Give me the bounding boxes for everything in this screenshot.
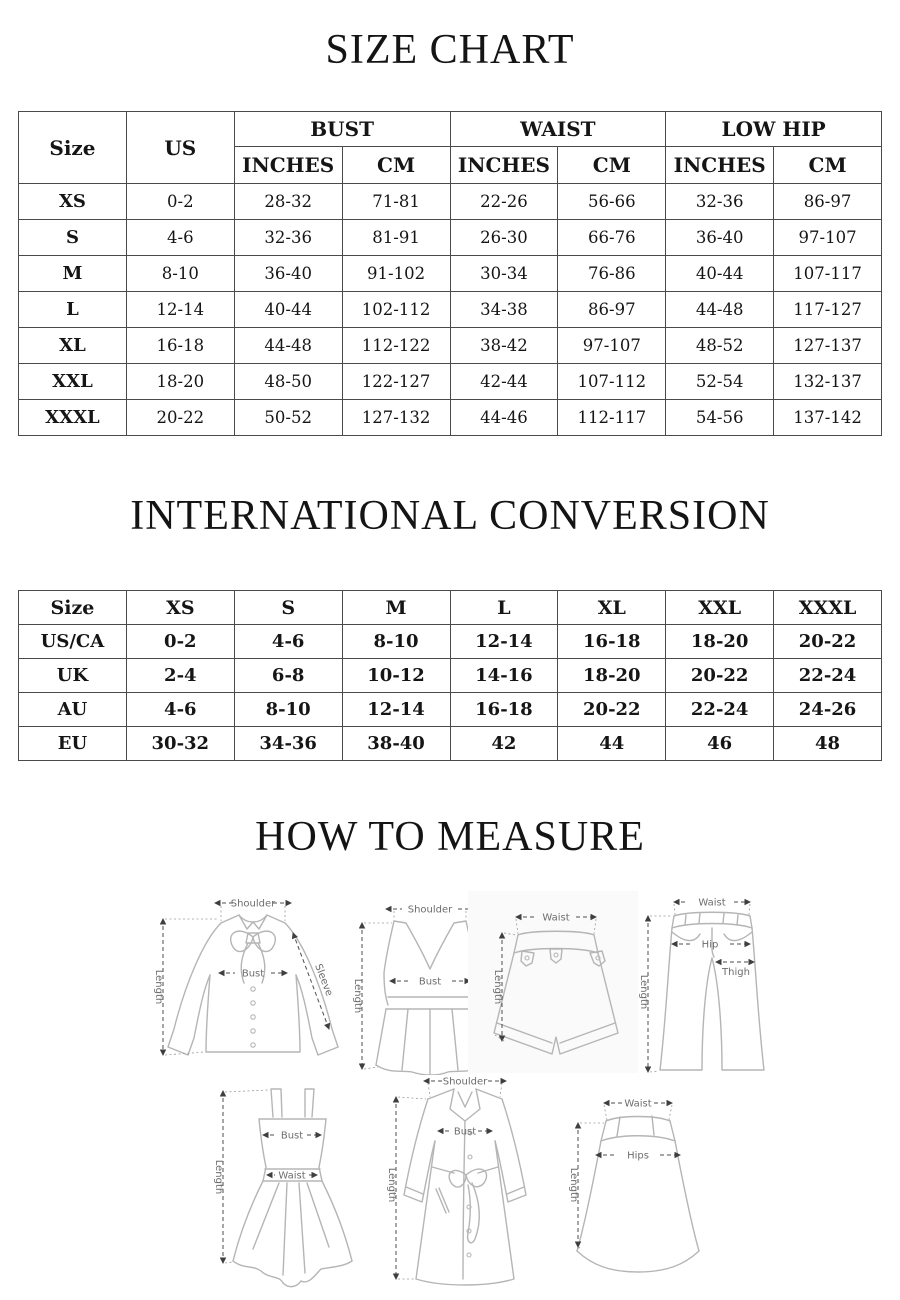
cell-us: 8-10 <box>126 256 234 292</box>
shorts-length-label: Length <box>492 969 503 1005</box>
dress-length-arrow <box>213 1090 269 1263</box>
cell-region: EU <box>19 727 127 761</box>
tank-bust-arrow <box>390 977 470 988</box>
table-row-s <box>19 220 882 256</box>
cell-size: XS <box>19 184 127 220</box>
coat-diagram <box>372 1067 554 1295</box>
cell-waist-cm: 66-76 <box>558 220 666 256</box>
table-row-uk <box>19 659 882 693</box>
cell: 16-18 <box>558 625 666 659</box>
blouse-bust-arrow <box>219 969 287 980</box>
table-row-au <box>19 693 882 727</box>
cell-size: M <box>19 256 127 292</box>
cell-bust-in: 32-36 <box>234 220 342 256</box>
cell-hip-in: 32-36 <box>666 184 774 220</box>
conv-header-m: M <box>342 591 450 625</box>
cell-waist-cm: 56-66 <box>558 184 666 220</box>
cell-bust-in: 28-32 <box>234 184 342 220</box>
skirt-hips-label: Hips <box>627 1150 649 1162</box>
cell: 10-12 <box>342 659 450 693</box>
subheader-bust-inches: INCHES <box>234 147 342 184</box>
cell-bust-in: 44-48 <box>234 328 342 364</box>
blouse-length-label: Length <box>153 969 164 1005</box>
cell-waist-in: 44-46 <box>450 400 558 436</box>
cell-us: 20-22 <box>126 400 234 436</box>
conv-header-l: L <box>450 591 558 625</box>
cell-region: US/CA <box>19 625 127 659</box>
tank-bust-label: Bust <box>418 976 442 988</box>
cell-waist-cm: 112-117 <box>558 400 666 436</box>
coat-bust-label: Bust <box>453 1126 477 1138</box>
cell: 48 <box>774 727 882 761</box>
subheader-hip-cm: CM <box>774 147 882 184</box>
table-row-xl <box>19 328 882 364</box>
pants-waist-label: Waist <box>698 897 726 909</box>
cell: 20-22 <box>558 693 666 727</box>
cell-hip-cm: 137-142 <box>774 400 882 436</box>
subheader-waist-cm: CM <box>558 147 666 184</box>
cell: 38-40 <box>342 727 450 761</box>
cell: 16-18 <box>450 693 558 727</box>
cell-waist-cm: 107-112 <box>558 364 666 400</box>
cell-us: 0-2 <box>126 184 234 220</box>
conv-header-s: S <box>234 591 342 625</box>
cell-bust-cm: 112-122 <box>342 328 450 364</box>
cell-waist-in: 42-44 <box>450 364 558 400</box>
blouse-bust-label: Bust <box>241 968 265 980</box>
cell-bust-in: 40-44 <box>234 292 342 328</box>
skirt-length-label: Length <box>568 1167 579 1203</box>
pants-hip-arrow <box>672 940 750 951</box>
cell: 22-24 <box>774 659 882 693</box>
table-row-xs <box>19 184 882 220</box>
cell-bust-cm: 81-91 <box>342 220 450 256</box>
cell-hip-cm: 107-117 <box>774 256 882 292</box>
cell: 0-2 <box>126 625 234 659</box>
cell: 4-6 <box>234 625 342 659</box>
cell-waist-cm: 97-107 <box>558 328 666 364</box>
cell: 6-8 <box>234 659 342 693</box>
conv-header-xxxl: XXXL <box>774 591 882 625</box>
coat-length-label: Length <box>386 1167 397 1203</box>
cell-bust-cm: 122-127 <box>342 364 450 400</box>
cell-waist-cm: 86-97 <box>558 292 666 328</box>
cell-hip-in: 48-52 <box>666 328 774 364</box>
cell-size: L <box>19 292 127 328</box>
pants-diagram <box>630 888 790 1076</box>
cell-size: XXL <box>19 364 127 400</box>
table-header-row <box>19 112 882 147</box>
dress-diagram <box>195 1077 390 1292</box>
how-to-measure-title: HOW TO MEASURE <box>255 814 645 860</box>
dress-waist-label: Waist <box>278 1170 306 1182</box>
cell: 24-26 <box>774 693 882 727</box>
cell-us: 18-20 <box>126 364 234 400</box>
table-row-xxxl <box>19 400 882 436</box>
dress-outline <box>233 1089 352 1287</box>
table-row-m <box>19 256 882 292</box>
cell-size: S <box>19 220 127 256</box>
cell-hip-in: 54-56 <box>666 400 774 436</box>
cell-us: 12-14 <box>126 292 234 328</box>
cell: 42 <box>450 727 558 761</box>
skirt-length-arrow <box>568 1123 604 1249</box>
cell-us: 16-18 <box>126 328 234 364</box>
conv-header-xs: XS <box>126 591 234 625</box>
blouse-outline <box>168 915 338 1055</box>
cell: 30-32 <box>126 727 234 761</box>
cell: 44 <box>558 727 666 761</box>
col-header-low-hip: LOW HIP <box>666 112 882 147</box>
dress-length-label: Length <box>213 1159 224 1195</box>
table-row-eu <box>19 727 882 761</box>
cell: 8-10 <box>342 625 450 659</box>
blouse-shoulder-label: Shoulder <box>230 898 276 910</box>
cell-hip-cm: 97-107 <box>774 220 882 256</box>
cell-waist-in: 26-30 <box>450 220 558 256</box>
table-row-l <box>19 292 882 328</box>
pants-thigh-arrow <box>716 962 754 978</box>
subheader-waist-inches: INCHES <box>450 147 558 184</box>
coat-shoulder-arrow <box>424 1077 506 1098</box>
cell: 18-20 <box>558 659 666 693</box>
cell-bust-in: 50-52 <box>234 400 342 436</box>
cell-bust-in: 48-50 <box>234 364 342 400</box>
coat-outline <box>404 1089 526 1285</box>
blouse-diagram <box>145 889 360 1074</box>
cell-waist-in: 38-42 <box>450 328 558 364</box>
skirt-diagram <box>548 1085 728 1281</box>
cell: 14-16 <box>450 659 558 693</box>
cell-hip-cm: 127-137 <box>774 328 882 364</box>
cell-waist-cm: 76-86 <box>558 256 666 292</box>
cell-size: XL <box>19 328 127 364</box>
dress-waist-arrow <box>267 1171 317 1182</box>
cell-hip-in: 52-54 <box>666 364 774 400</box>
col-header-us: US <box>126 112 234 184</box>
cell: 12-14 <box>342 693 450 727</box>
cell: 12-14 <box>450 625 558 659</box>
cell-bust-in: 36-40 <box>234 256 342 292</box>
shorts-diagram <box>468 891 638 1073</box>
cell-hip-cm: 132-137 <box>774 364 882 400</box>
col-header-waist: WAIST <box>450 112 666 147</box>
cell: 2-4 <box>126 659 234 693</box>
pants-length-label: Length <box>638 974 649 1010</box>
cell: 46 <box>666 727 774 761</box>
cell: 22-24 <box>666 693 774 727</box>
cell-bust-cm: 91-102 <box>342 256 450 292</box>
cell: 20-22 <box>774 625 882 659</box>
cell-waist-in: 34-38 <box>450 292 558 328</box>
skirt-hips-arrow <box>596 1151 680 1162</box>
dress-bust-label: Bust <box>280 1130 304 1142</box>
conv-header-size: Size <box>19 591 127 625</box>
conversion-table <box>18 590 882 761</box>
table-row-usca <box>19 625 882 659</box>
conv-header-xl: XL <box>558 591 666 625</box>
blouse-sleeve-label: Sleeve <box>312 962 335 998</box>
conversion-title: INTERNATIONAL CONVERSION <box>130 493 770 539</box>
cell-us: 4-6 <box>126 220 234 256</box>
size-chart-table <box>18 111 882 436</box>
blouse-shoulder-arrow <box>215 899 291 922</box>
cell-region: AU <box>19 693 127 727</box>
cell-bust-cm: 71-81 <box>342 184 450 220</box>
cell: 4-6 <box>126 693 234 727</box>
conv-header-xxl: XXL <box>666 591 774 625</box>
table-row-xxl <box>19 364 882 400</box>
table-header-row <box>19 591 882 625</box>
cell: 18-20 <box>666 625 774 659</box>
col-header-bust: BUST <box>234 112 450 147</box>
cell: 34-36 <box>234 727 342 761</box>
skirt-waist-label: Waist <box>624 1098 652 1110</box>
tank-shoulder-arrow <box>386 905 474 921</box>
cell-hip-cm: 117-127 <box>774 292 882 328</box>
tank-shoulder-label: Shoulder <box>407 904 453 916</box>
dress-bust-arrow <box>263 1131 321 1142</box>
cell-bust-cm: 127-132 <box>342 400 450 436</box>
shorts-waist-label: Waist <box>542 912 570 924</box>
subheader-bust-cm: CM <box>342 147 450 184</box>
skirt-outline <box>577 1116 699 1272</box>
size-chart-title: SIZE CHART <box>325 27 575 73</box>
cell-hip-in: 40-44 <box>666 256 774 292</box>
cell-waist-in: 22-26 <box>450 184 558 220</box>
how-to-measure-diagrams <box>0 875 900 1295</box>
subheader-hip-inches: INCHES <box>666 147 774 184</box>
tank-length-label: Length <box>352 978 363 1014</box>
cell-region: UK <box>19 659 127 693</box>
pants-hip-label: Hip <box>701 939 719 951</box>
cell-hip-cm: 86-97 <box>774 184 882 220</box>
cell: 8-10 <box>234 693 342 727</box>
coat-bust-arrow <box>438 1127 492 1138</box>
cell-hip-in: 36-40 <box>666 220 774 256</box>
cell-size: XXXL <box>19 400 127 436</box>
pants-thigh-label: Thigh <box>722 967 750 978</box>
col-header-size: Size <box>19 112 127 184</box>
pants-outline <box>660 912 764 1070</box>
cell-waist-in: 30-34 <box>450 256 558 292</box>
coat-shoulder-label: Shoulder <box>442 1076 488 1088</box>
cell: 20-22 <box>666 659 774 693</box>
cell-hip-in: 44-48 <box>666 292 774 328</box>
cell-bust-cm: 102-112 <box>342 292 450 328</box>
